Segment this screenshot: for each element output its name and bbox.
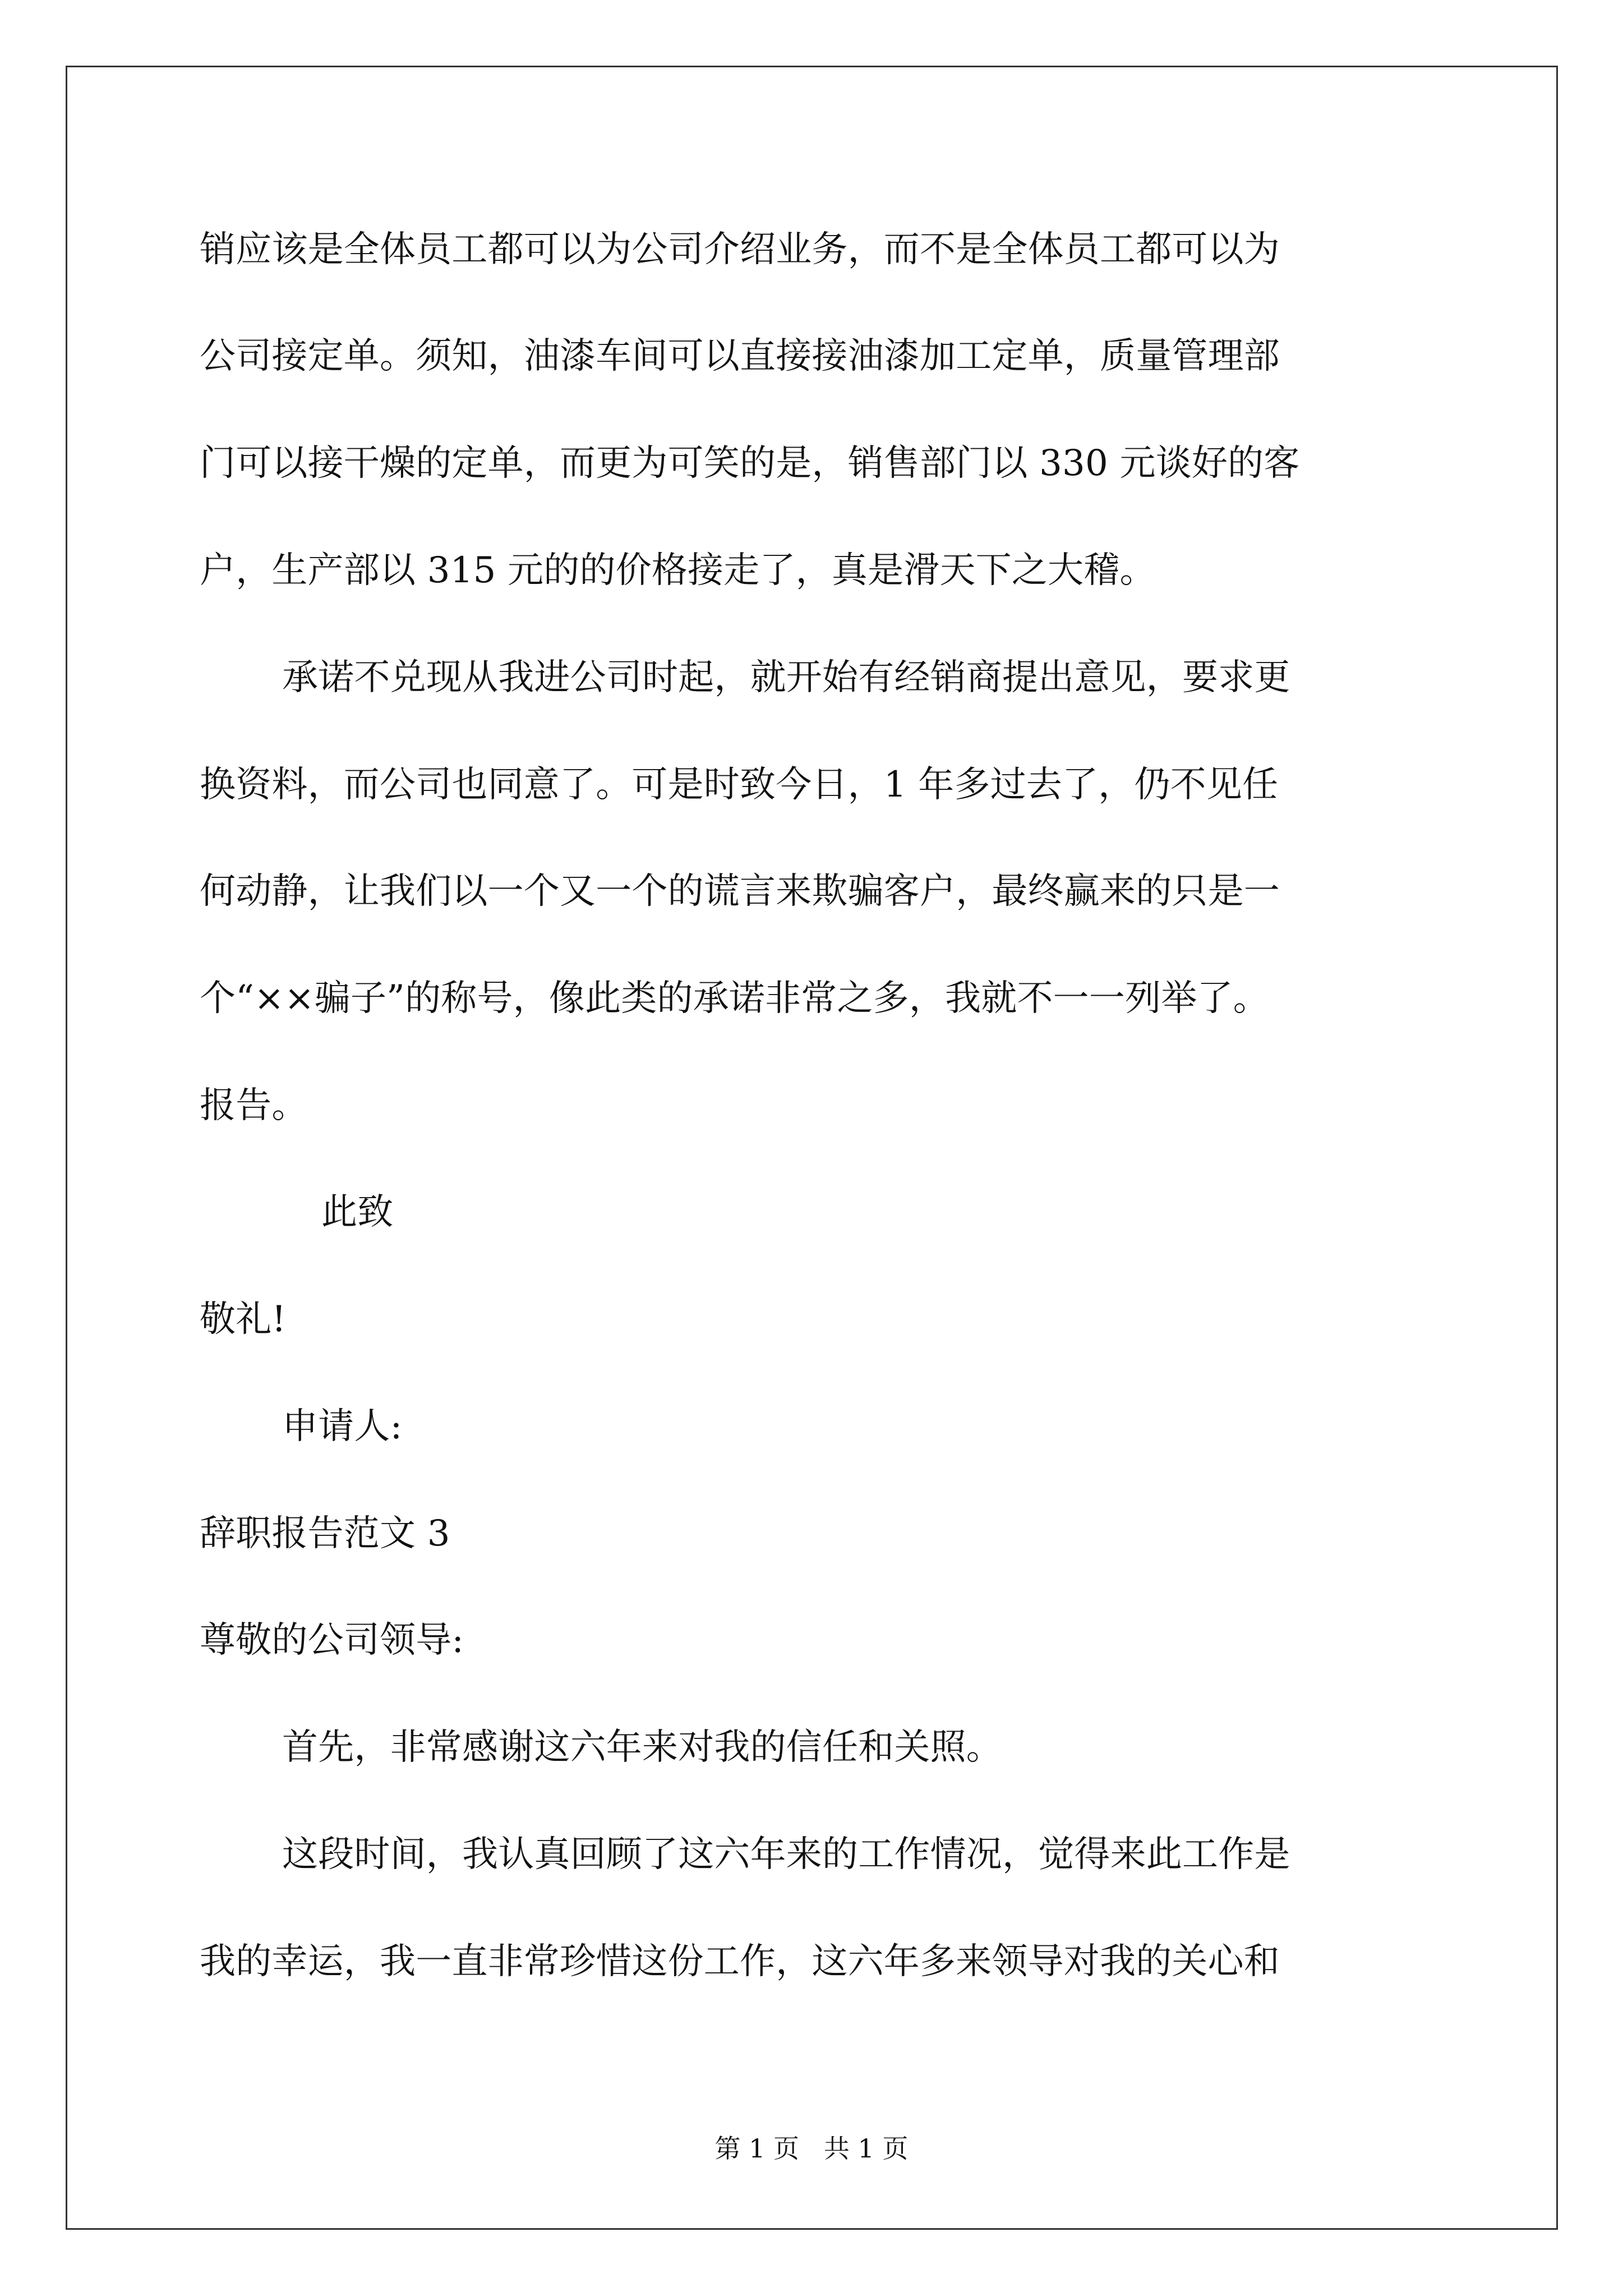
paragraph-promise-start: 承诺不兑现从我进公司时起，就开始有经销商提出意见，要求更 [282, 657, 1290, 698]
section-title: 辞职报告范文 3 [200, 1513, 450, 1554]
body-line-1: 销应该是全体员工都可以为公司介绍业务，而不是全体员工都可以为 [200, 229, 1280, 270]
paragraph-review-start: 这段时间，我认真回顾了这六年来的工作情况，觉得来此工作是 [282, 1834, 1290, 1875]
body-line-8: 个“××骗子”的称号，像此类的承诺非常之多，我就不一一列举了。 [200, 978, 1269, 1019]
greeting: 尊敬的公司领导: [200, 1619, 464, 1661]
body-line-7: 何动静，让我们以一个又一个的谎言来欺骗客户，最终赢来的只是一 [200, 871, 1280, 912]
body-line-2: 公司接定单。须知，油漆车间可以直接接油漆加工定单，质量管理部 [200, 335, 1280, 377]
page-border [66, 66, 1558, 2230]
body-line-report: 报告。 [200, 1085, 308, 1126]
page-footer: 第 1 页 共 1 页 [714, 2133, 909, 2164]
closing-regards: 敬礼! [200, 1299, 287, 1340]
body-line-3: 门可以接干燥的定单，而更为可笑的是，销售部门以 330 元谈好的客 [200, 443, 1300, 484]
applicant-label: 申请人: [282, 1406, 403, 1447]
paragraph-thanks: 首先，非常感谢这六年来对我的信任和关照。 [282, 1727, 1002, 1768]
body-line-6: 换资料，而公司也同意了。可是时致今日，1 年多过去了，仍不见任 [200, 764, 1279, 806]
body-line-last: 我的幸运，我一直非常珍惜这份工作，这六年多来领导对我的关心和 [200, 1941, 1280, 1982]
body-line-4: 户，生产部以 315 元的的价格接走了，真是滑天下之大稽。 [200, 550, 1156, 591]
closing-salutation: 此致 [321, 1191, 394, 1233]
